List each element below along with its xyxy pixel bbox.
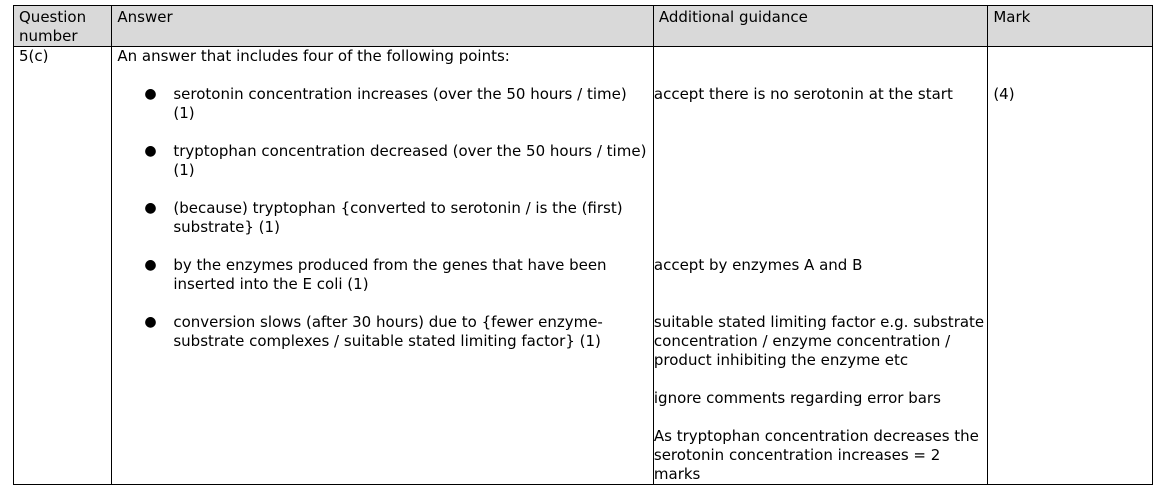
guidance-error-bars: ignore comments regarding error bars — [653, 389, 941, 407]
mark-cell — [988, 47, 1153, 485]
answer-point — [117, 256, 648, 294]
answer-intro: An answer that includes four of the following points: — [117, 47, 510, 65]
header-answer: Answer — [112, 6, 654, 47]
answer-cell — [112, 47, 654, 485]
guidance-cell — [653, 47, 987, 485]
header-question-number: Question number — [14, 6, 112, 47]
bullet-icon: ● — [144, 314, 157, 330]
answer-point — [117, 85, 648, 123]
answer-point — [117, 142, 648, 180]
mark-scheme-table — [13, 5, 1153, 485]
bullet-icon: ● — [144, 143, 157, 159]
answer-point — [117, 313, 648, 351]
mark-value: (4) — [993, 85, 1015, 103]
header-additional-guidance: Additional guidance — [653, 6, 987, 47]
answer-point-text: serotonin concentration increases (over the 50 hours / time) (1) — [173, 85, 627, 122]
header-row — [14, 6, 1153, 47]
question-number: 5(c) — [14, 47, 112, 485]
bullet-icon: ● — [144, 200, 157, 216]
guidance-two-marks: As tryptophan concentration decreases the serotonin concentration increases = 2 marks — [653, 427, 979, 483]
question-row — [14, 47, 1153, 485]
bullet-icon: ● — [144, 86, 157, 102]
guidance-enzymes: accept by enzymes A and B — [653, 256, 863, 274]
answer-point-text: (because) tryptophan {converted to serotonin / is the (first) substrate} (1) — [173, 199, 623, 236]
header-mark: Mark — [988, 6, 1153, 47]
answer-point — [117, 199, 648, 237]
bullet-icon: ● — [144, 257, 157, 273]
answer-point-text: conversion slows (after 30 hours) due to {fewer enzyme-substrate complexes / suitable stated limiting factor} (1) — [173, 313, 603, 350]
guidance-no-serotonin: accept there is no serotonin at the start — [653, 85, 953, 103]
answer-point-text: by the enzymes produced from the genes that have been inserted into the E coli (1) — [173, 256, 607, 293]
answer-points — [117, 85, 648, 351]
guidance-limiting-factor: suitable stated limiting factor e.g. substrate concentration / enzyme concentration / product inhibiting the enzyme etc — [653, 313, 985, 369]
answer-point-text: tryptophan concentration decreased (over the 50 hours / time) (1) — [173, 142, 647, 179]
